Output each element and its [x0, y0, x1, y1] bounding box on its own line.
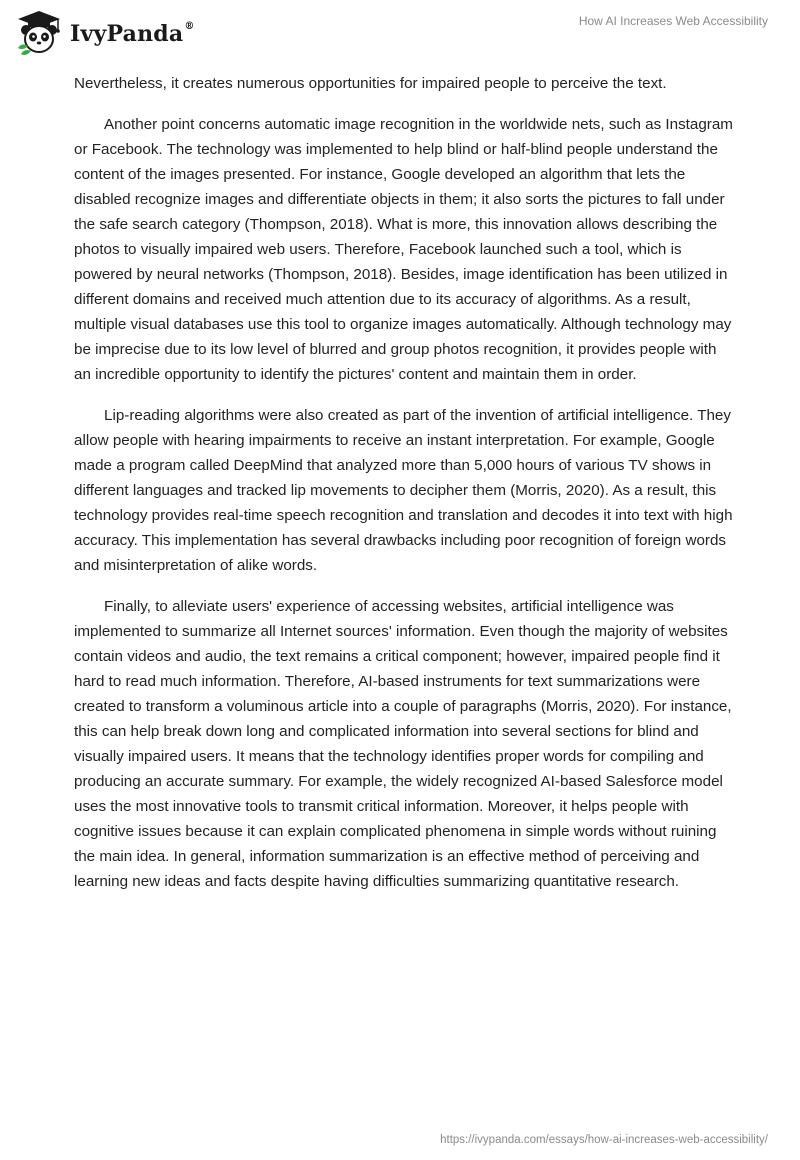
- brand-logo[interactable]: [14, 8, 195, 58]
- panda-graduate-icon: [14, 8, 64, 58]
- paragraph-lip-reading: Lip-reading algorithms were also created as part of the invention of artificial intelligence. They allow people with hearing impairments to receive an instant interpretation. For example, Google made a program called DeepMind that analyzed more than 5,000 hours of various TV shows in different languages and tracked lip movements to decipher them (Morris, 2020). As a result, this technology provides real-time speech recognition and translation and decodes it into text with high accuracy. This implementation has several drawbacks including poor recognition of foreign words and misinterpretation of alike words.: [74, 407, 733, 574]
- paragraph-continuation: Nevertheless, it creates numerous opportunities for impaired people to perceive the text.: [74, 75, 667, 92]
- essay-body: [74, 71, 734, 910]
- paragraph-summarization: Finally, to alleviate users' experience of accessing websites, artificial intelligence was implemented to summarize all Internet sources' information. Even though the majority of websites contain videos and audio, the text remains a critical component; however, impaired people find it hard to read much information. Therefore, AI-based instruments for text summarizations were created to transform a voluminous article into a couple of paragraphs (Morris, 2020). For instance, this can help break down long and complicated information into several sections for blind and visually impaired users. It means that the technology identifies proper words for compiling and producing an accurate summary. For example, the widely recognized AI-based Salesforce model uses the most innovative tools to transmit critical information. Moreover, it helps people with cognitive issues because it can explain complicated phenomena in simple words without ruining the main idea. In general, information summarization is an effective method of perceiving and learning new ideas and facts despite having difficulties summarizing quantitative research.: [74, 598, 732, 890]
- source-url[interactable]: https://ivypanda.com/essays/how-ai-increases-web-accessibility/: [440, 1134, 768, 1146]
- registered-mark: ®: [184, 20, 195, 32]
- brand-name: IvyPanda®: [70, 20, 195, 47]
- document-title: How AI Increases Web Accessibility: [578, 14, 768, 28]
- paragraph-image-recognition: Another point concerns automatic image recognition in the worldwide nets, such as Instagram or Facebook. The technology was implemented to help blind or half-blind people understand the content of the images presented. For instance, Google developed an algorithm that lets the disabled recognize images and differentiate objects in them; it also sorts the pictures to fall under the safe search category (Thompson, 2018). What is more, this innovation allows describing the photos to visually impaired web users. Therefore, Facebook launched such a tool, which is powered by neural networks (Thompson, 2018). Besides, image identification has been utilized in different domains and received much attention due to its accuracy of algorithms. As a result, multiple visual databases use this tool to organize images automatically. Although technology may be imprecise due to its low level of blurred and group photos recognition, it provides people with an incredible opportunity to identify the pictures' content and maintain them in order.: [74, 116, 733, 383]
- page-header: [0, 0, 800, 62]
